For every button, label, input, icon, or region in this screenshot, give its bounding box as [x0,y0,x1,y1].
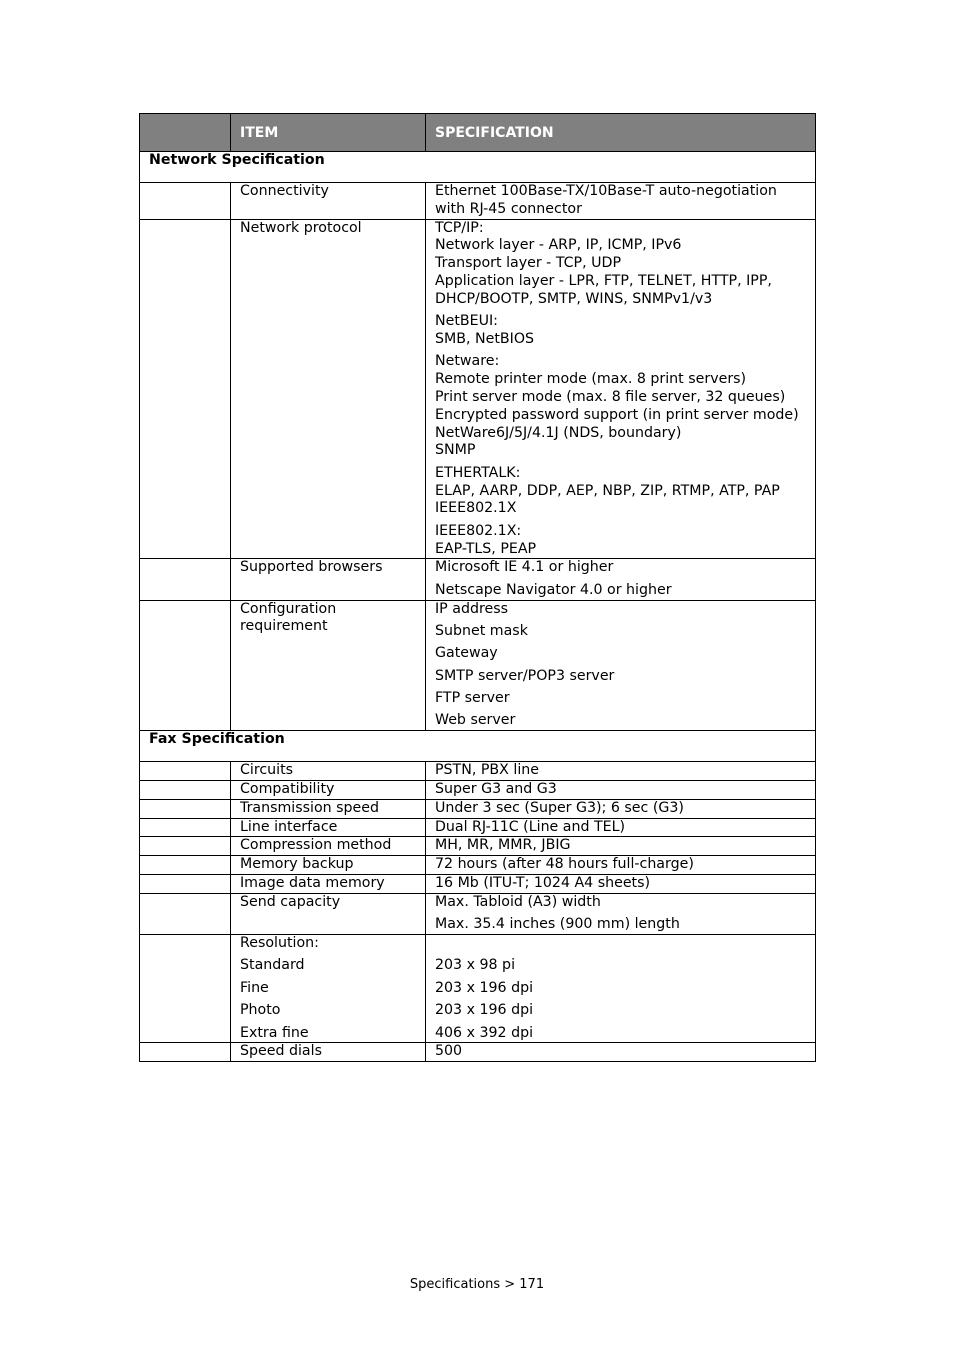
item-cell [231,935,426,1043]
blank-cell [140,837,231,856]
spec-cell [426,799,816,818]
spec-paragraph [435,645,806,663]
item-cell [231,762,426,781]
spec-text: SMTP server/POP3 server [435,667,615,684]
blank-cell [140,935,231,1043]
item-cell [231,818,426,837]
table-row [140,935,816,1043]
spec-paragraph [435,690,806,708]
header-blank [140,114,231,152]
item-text: Photo [240,1002,281,1019]
spec-paragraph [435,1025,806,1043]
spec-text: Under 3 sec (Super G3); 6 sec (G3) [435,799,684,816]
item-cell [231,799,426,818]
item-text: Standard [240,957,305,974]
spec-text: NetWare6J/5J/4.1J (NDS, boundary) [435,424,682,441]
item-cell [231,875,426,894]
spec-text: PSTN, PBX line [435,762,539,779]
spec-paragraph [435,601,806,619]
spec-text: 203 x 98 pi [435,957,516,974]
spec-text: Dual RJ-11C (Line and TEL) [435,818,626,835]
spec-text: Print server mode (max. 8 file server, 32 queues) [435,388,786,405]
item-cell [231,600,426,731]
spec-text [435,935,806,953]
spec-text: Super G3 and G3 [435,781,557,798]
spec-text: 203 x 196 dpi [435,1002,534,1019]
blank-cell [140,183,231,220]
item-text: Network protocol [240,219,362,236]
spec-text: 406 x 392 dpi [435,1024,534,1041]
item-text: Supported browsers [240,559,383,576]
spec-text: SNMP [435,442,476,459]
item-cell [231,856,426,875]
item-cell [231,893,426,934]
spec-text: Max. Tabloid (A3) width [435,893,601,910]
spec-paragraph [435,957,806,975]
item-text: Resolution: [240,935,319,952]
table-row [140,893,816,934]
blank-cell [140,875,231,894]
item-text: Line interface [240,818,338,835]
specification-table [139,113,816,1062]
spec-paragraph [435,980,806,998]
spec-text: IP address [435,600,508,617]
item-text: Extra fine [240,1024,309,1041]
item-cell [231,219,426,559]
header-specification: SPECIFICATION [426,114,816,152]
table-row [140,559,816,600]
spec-paragraph [435,582,806,600]
spec-text: Network layer - ARP, IP, ICMP, IPv6 [435,237,682,254]
table-row [140,183,816,220]
spec-cell [426,781,816,800]
item-text: Connectivity [240,183,329,199]
spec-text: ETHERTALK: [435,464,521,481]
spec-cell [426,219,816,559]
item-cell [231,837,426,856]
blank-cell [140,856,231,875]
spec-text: Remote printer mode (max. 8 print servers) [435,371,747,388]
spec-text: EAP-TLS, PEAP [435,540,537,557]
table-row [140,219,816,559]
blank-cell [140,559,231,600]
item-text: Configuration [240,600,337,617]
spec-cell [426,818,816,837]
item-cell [231,183,426,220]
blank-cell [140,762,231,781]
spec-cell [426,762,816,781]
table-row [140,856,816,875]
spec-paragraph [435,465,806,518]
spec-paragraph [435,712,806,730]
item-text: requirement [240,618,328,635]
item-cell [231,781,426,800]
section-title: Network Specification [140,152,816,183]
spec-paragraph [435,935,806,953]
blank-cell [140,1043,231,1062]
spec-paragraph [435,559,806,577]
spec-text: ELAP, AARP, DDP, AEP, NBP, ZIP, RTMP, ATP, PAP [435,482,780,499]
spec-text: DHCP/BOOTP, SMTP, WINS, SNMPv1/v3 [435,290,713,307]
page-footer: Specifications > 171 [409,1277,545,1292]
spec-paragraph [435,800,806,818]
blank-cell [140,781,231,800]
item-text: Compression method [240,837,392,854]
spec-paragraph [435,1002,806,1020]
spec-paragraph [435,819,806,837]
blank-cell [140,799,231,818]
blank-cell [140,600,231,731]
spec-cell [426,935,816,1043]
spec-cell [426,837,816,856]
spec-text: MH, MR, MMR, JBIG [435,837,571,854]
spec-text: Transport layer - TCP, UDP [435,255,621,272]
blank-cell [140,893,231,934]
spec-paragraph [435,781,806,799]
spec-text: NetBEUI: [435,313,498,330]
spec-paragraph [435,837,806,855]
spec-text: Netscape Navigator 4.0 or higher [435,581,672,598]
table-row [140,1043,816,1062]
spec-cell [426,559,816,600]
spec-text: Gateway [435,645,498,662]
spec-text: Ethernet 100Base-TX/10Base-T auto-negotiation [435,183,777,199]
spec-text: Encrypted password support (in print server mode) [435,406,799,423]
spec-paragraph [435,623,806,641]
item-text: Memory backup [240,856,354,873]
spec-cell [426,856,816,875]
spec-text: Microsoft IE 4.1 or higher [435,559,614,576]
spec-text: Web server [435,712,516,729]
item-text: Speed dials [240,1043,322,1060]
spec-text: Application layer - LPR, FTP, TELNET, HTTP, IPP, [435,272,772,289]
spec-paragraph [435,313,806,349]
spec-text: FTP server [435,690,510,707]
spec-text: IEEE802.1X [435,500,517,517]
spec-paragraph [435,894,806,912]
spec-text: 500 [435,1043,463,1060]
table-row [140,818,816,837]
item-text: Send capacity [240,893,341,910]
table-row [140,600,816,731]
header-row [140,114,816,152]
spec-paragraph [435,856,806,874]
spec-text: IEEE802.1X: [435,522,522,539]
item-cell [231,559,426,600]
header-item: ITEM [231,114,426,152]
spec-cell [426,183,816,220]
spec-text: TCP/IP: [435,219,484,236]
spec-paragraph [435,183,806,219]
spec-text: with RJ-45 connector [435,200,582,217]
item-text: Transmission speed [240,799,380,816]
table-row [140,762,816,781]
item-text: Fine [240,979,269,996]
spec-paragraph [435,875,806,893]
blank-cell [140,818,231,837]
spec-text: Subnet mask [435,622,528,639]
spec-paragraph [435,916,806,934]
item-text: Image data memory [240,875,385,892]
spec-text: 203 x 196 dpi [435,979,534,996]
spec-cell [426,1043,816,1062]
section-title: Fax Specification [140,731,816,762]
spec-paragraph [435,353,806,460]
item-text: Compatibility [240,781,335,798]
table-row [140,781,816,800]
spec-text: SMB, NetBIOS [435,330,534,347]
spec-cell [426,600,816,731]
spec-paragraph [435,1043,806,1061]
table-row [140,837,816,856]
spec-paragraph [435,668,806,686]
section-row [140,731,816,762]
spec-cell [426,875,816,894]
spec-paragraph [435,220,806,309]
blank-cell [140,219,231,559]
section-row [140,152,816,183]
table-row [140,799,816,818]
item-cell [231,1043,426,1062]
spec-paragraph [435,523,806,559]
spec-cell [426,893,816,934]
item-text: Circuits [240,762,294,779]
spec-text: Netware: [435,353,500,370]
spec-text: Max. 35.4 inches (900 mm) length [435,916,680,933]
spec-text: 72 hours (after 48 hours full-charge) [435,856,694,873]
spec-paragraph [435,762,806,780]
table-row [140,875,816,894]
spec-text: 16 Mb (ITU-T; 1024 A4 sheets) [435,875,651,892]
